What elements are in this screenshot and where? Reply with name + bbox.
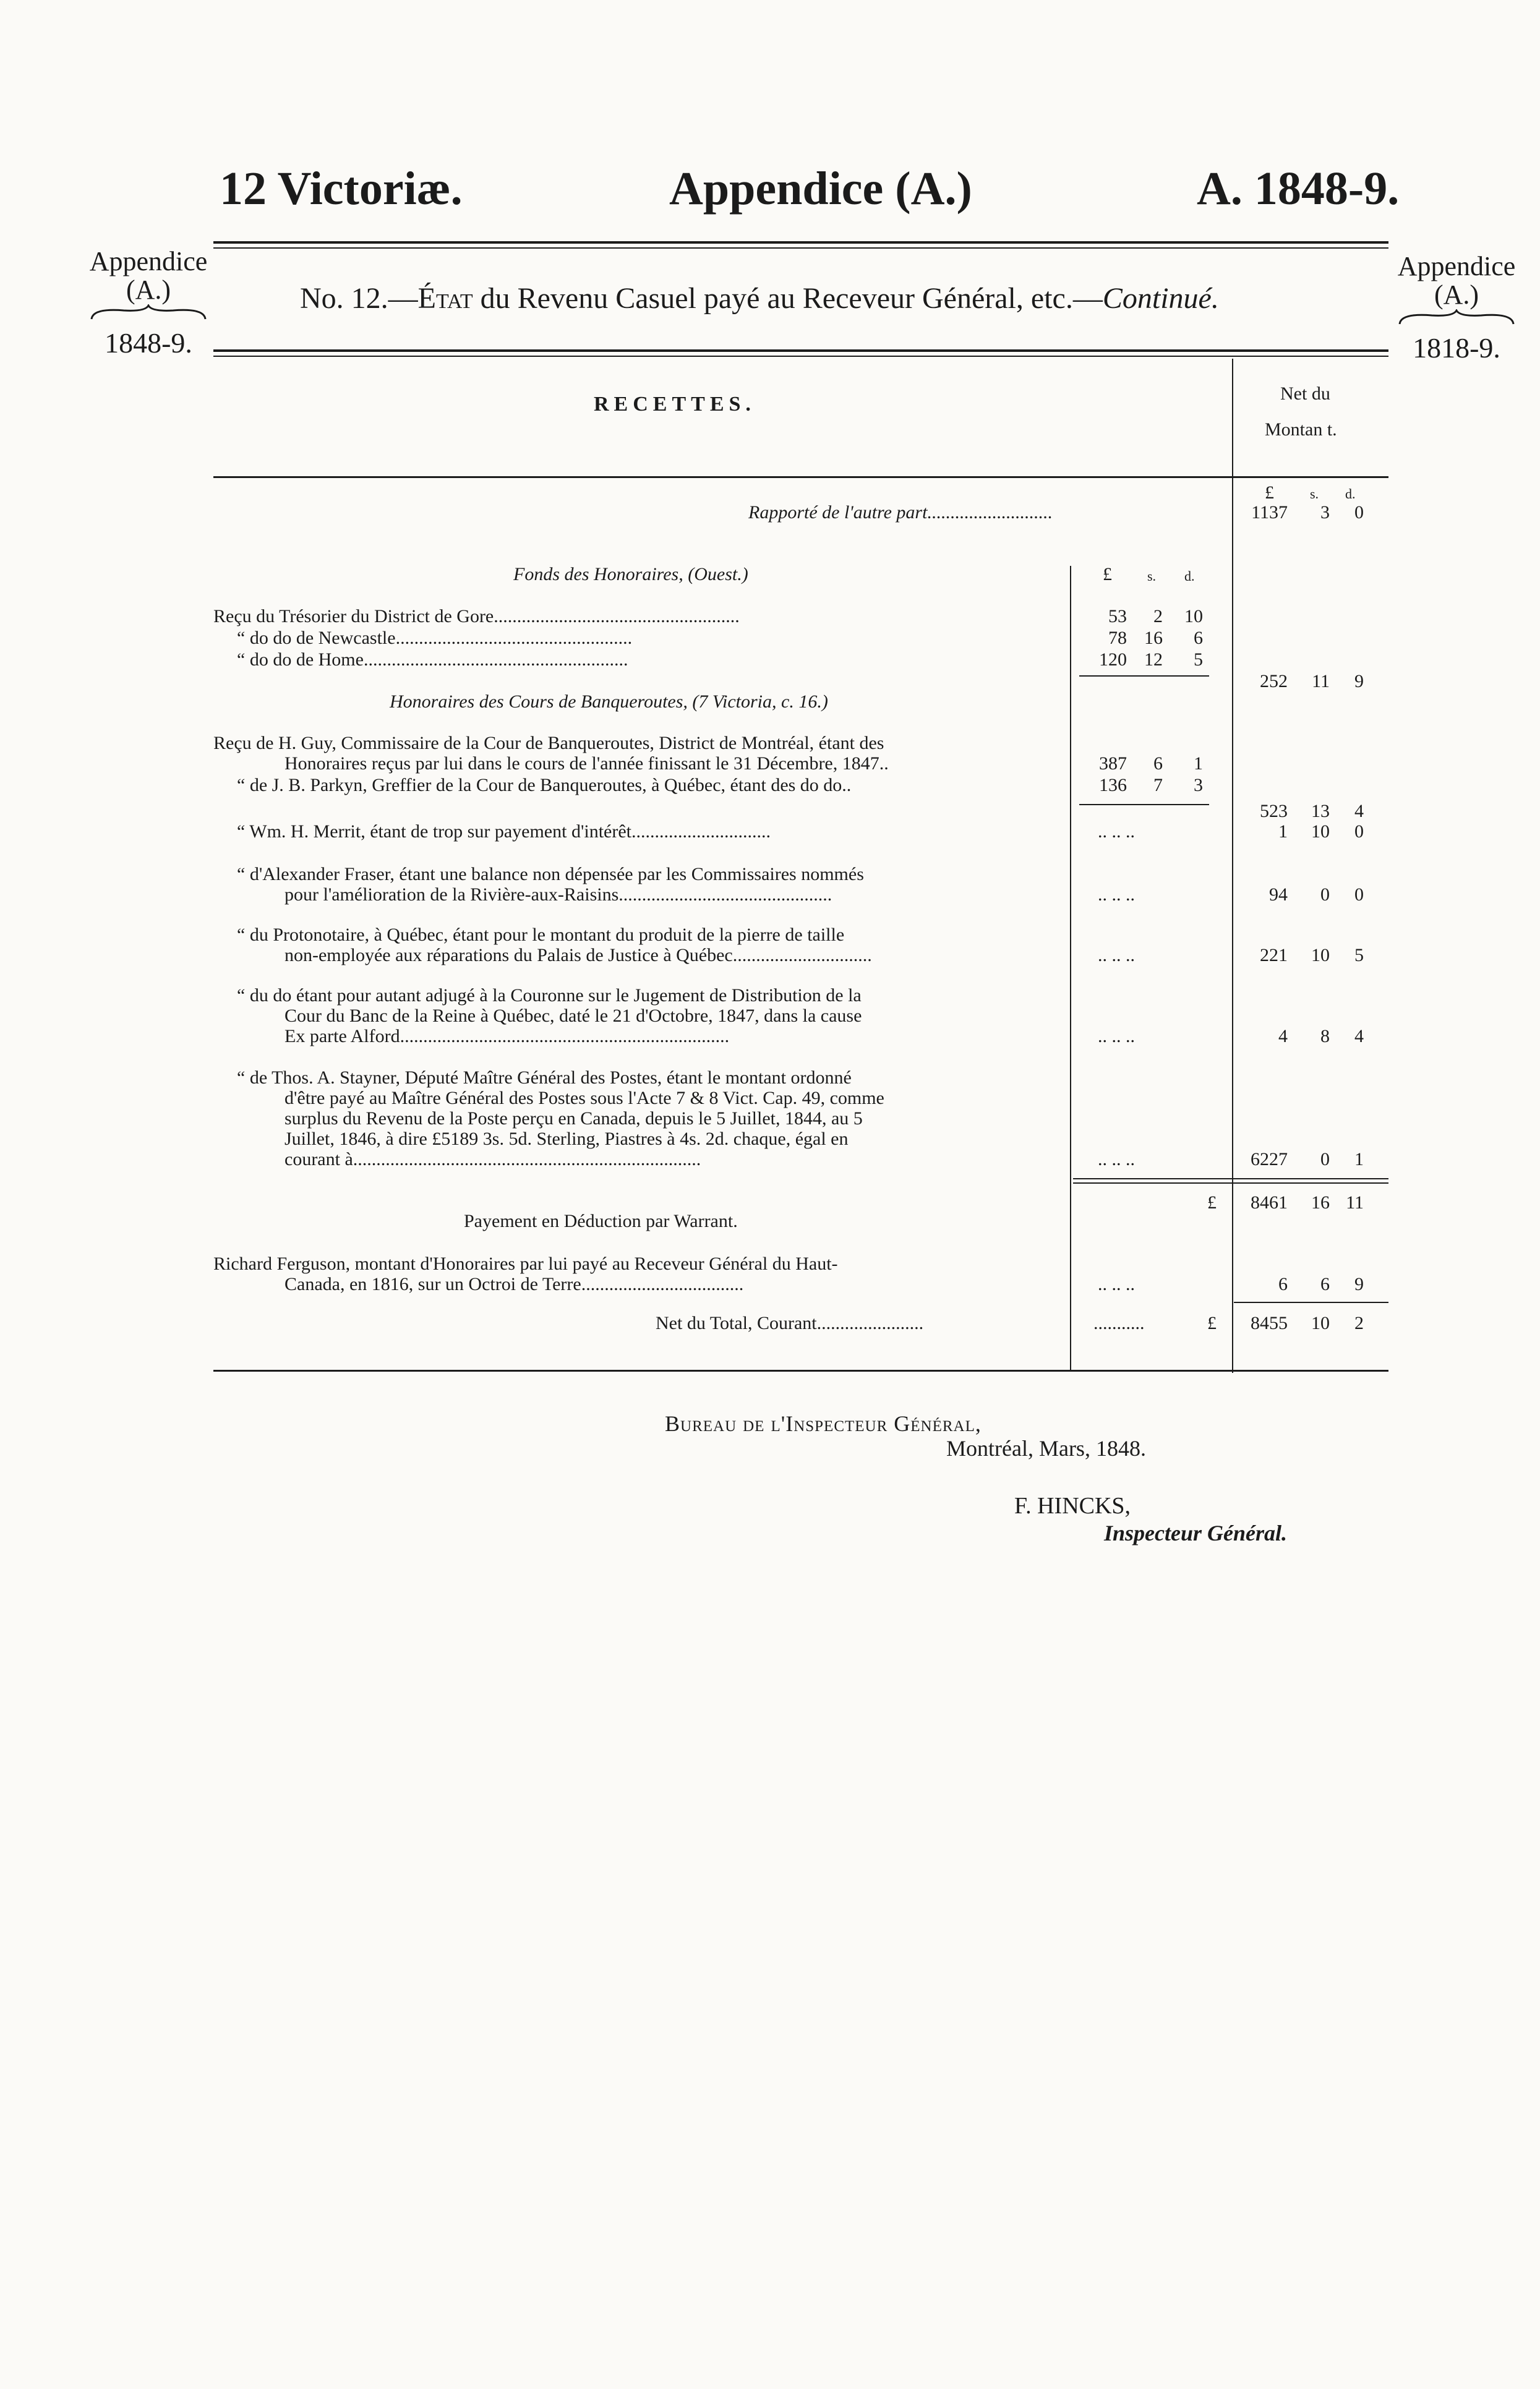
net-pounds: 8461 <box>1251 1192 1288 1213</box>
net-column-heading: Net du <box>1280 383 1330 404</box>
amount-dots: .. .. .. <box>1098 1149 1135 1169</box>
receipt-line: Reçu de H. Guy, Commissaire de la Cour de Banqueroutes, District de Montréal, étant des <box>213 733 884 753</box>
header-left: 12 Victoriæ. <box>220 163 463 215</box>
receipt-line: d'être payé au Maître Général des Postes sous l'Acte 7 & 8 Vict. Cap. 49, comme <box>284 1088 884 1108</box>
net-pounds: 252 <box>1260 671 1288 691</box>
net-pence: 0 <box>1354 502 1364 523</box>
pence-heading: d. <box>1184 568 1195 584</box>
amount-pounds: 53 <box>1108 606 1127 626</box>
rule <box>213 241 1388 244</box>
net-shillings: 10 <box>1311 1313 1330 1333</box>
subtotal-rule <box>1079 675 1209 677</box>
recettes-heading: RECETTES. <box>594 393 756 416</box>
receipt-line: “ do do de Newcastle................................................... <box>237 628 633 648</box>
amount-dots: .. .. .. <box>1098 1026 1135 1046</box>
amount-pounds: 78 <box>1108 628 1127 648</box>
net-pounds: 6 <box>1278 1274 1288 1294</box>
amount-pence: 6 <box>1194 628 1203 648</box>
margin-sub: (A.) <box>126 275 171 305</box>
total-currency-symbol: £ <box>1207 1192 1217 1213</box>
amount-pounds: 136 <box>1099 775 1127 795</box>
receipt-line: Juillet, 1846, à dire £5189 3s. 5d. Sterling, Piastres à 4s. 2d. chaque, égal en <box>284 1129 849 1149</box>
net-shillings: 13 <box>1311 801 1330 821</box>
receipt-line: non-employée aux réparations du Palais de Justice à Québec.............................. <box>284 945 872 965</box>
receipt-line: “ de Thos. A. Stayner, Député Maître Général des Postes, étant le montant ordonné <box>237 1067 852 1088</box>
receipt-line: “ du Protonotaire, à Québec, étant pour le montant du produit de la pierre de taille <box>237 925 845 945</box>
margin-note-right <box>1395 252 1518 362</box>
deduction-line: Richard Ferguson, montant d'Honoraires par lui payé au Receveur Général du Haut- <box>213 1254 838 1274</box>
pence-heading: d. <box>1345 486 1356 502</box>
amount-dots: .. .. .. <box>1098 821 1135 842</box>
rule <box>213 247 1388 249</box>
shilling-heading: s. <box>1310 486 1319 502</box>
net-pounds: 1 <box>1278 821 1288 842</box>
net-pence: 4 <box>1354 801 1364 821</box>
net-shillings: 0 <box>1320 884 1330 905</box>
header-right: A. 1848-9. <box>1197 163 1400 215</box>
net-shillings: 10 <box>1311 821 1330 842</box>
margin-year: 1818-9. <box>1413 332 1500 364</box>
subtotal-rule <box>1079 804 1209 805</box>
amount-shillings: 2 <box>1153 606 1163 626</box>
amount-pounds: 387 <box>1099 753 1127 774</box>
column-rule <box>1232 359 1233 1373</box>
receipt-line: “ d'Alexander Fraser, étant une balance non dépensée par les Commissaires nommés <box>237 864 864 884</box>
margin-sub: (A.) <box>1434 280 1479 310</box>
shilling-heading: s. <box>1147 568 1157 584</box>
net-pence: 9 <box>1354 671 1364 691</box>
net-pence: 1 <box>1354 1149 1364 1169</box>
document-title: No. 12.—État du Revenu Casuel payé au Receveur Général, etc.—Continué. <box>300 282 1219 315</box>
deduction-line: Canada, en 1816, sur un Octroi de Terre................................... <box>284 1274 744 1294</box>
receipt-line: surplus du Revenu de la Poste perçu en Canada, depuis le 5 Juillet, 1844, au 5 <box>284 1108 863 1129</box>
receipt-line: Cour du Banc de la Reine à Québec, daté le 21 d'Octobre, 1847, dans la cause <box>284 1006 862 1026</box>
net-shillings: 11 <box>1312 671 1330 691</box>
net-pounds: 221 <box>1260 945 1288 965</box>
section-heading: Payement en Déduction par Warrant. <box>464 1211 738 1231</box>
net-pounds: 8455 <box>1251 1313 1288 1333</box>
header-center: Appendice (A.) <box>669 163 972 215</box>
net-pence: 4 <box>1354 1026 1364 1046</box>
rule <box>213 476 1388 478</box>
section-heading: Honoraires des Cours de Banqueroutes, (7 Victoria, c. 16.) <box>390 691 828 712</box>
net-pence: 0 <box>1354 884 1364 905</box>
amount-shillings: 16 <box>1144 628 1163 648</box>
net-pounds: 4 <box>1278 1026 1288 1046</box>
pound-heading: £ <box>1265 482 1274 503</box>
net-pounds: 94 <box>1269 884 1288 905</box>
rule <box>213 356 1388 357</box>
rule <box>213 1370 1388 1372</box>
signatory-title: Inspecteur Général. <box>1104 1521 1287 1545</box>
receipt-line: pour l'amélioration de la Rivière-aux-Raisins.............................................. <box>284 884 832 905</box>
amount-dots: .. .. .. <box>1098 945 1135 965</box>
net-shillings: 16 <box>1311 1192 1330 1213</box>
net-shillings: 10 <box>1311 945 1330 965</box>
carried-forward-label: Rapporté de l'autre part........................... <box>748 502 1053 523</box>
amount-dots: .. .. .. <box>1098 884 1135 905</box>
margin-label: Appendice <box>89 246 208 276</box>
net-pence: 9 <box>1354 1274 1364 1294</box>
amount-pence: 10 <box>1184 606 1203 626</box>
net-shillings: 0 <box>1320 1149 1330 1169</box>
amount-shillings: 7 <box>1153 775 1163 795</box>
net-pounds: 1137 <box>1251 502 1288 523</box>
office-line: Bureau de l'Inspecteur Général, <box>665 1411 982 1436</box>
net-pence: 2 <box>1354 1313 1364 1333</box>
amount-shillings: 6 <box>1153 753 1163 774</box>
margin-label: Appendice <box>1397 251 1516 281</box>
net-total-label: Net du Total, Courant....................... <box>656 1313 924 1333</box>
amount-dots: ........... <box>1093 1313 1145 1333</box>
column-rule <box>1070 566 1071 1370</box>
total-rule <box>1073 1182 1388 1184</box>
margin-note-left <box>87 247 210 357</box>
brace-icon <box>1395 309 1518 325</box>
net-pence: 5 <box>1354 945 1364 965</box>
amount-dots: .. .. .. <box>1098 1274 1135 1294</box>
net-column-heading: Montan t. <box>1265 419 1337 440</box>
margin-year: 1848-9. <box>105 327 192 359</box>
receipt-line: “ du do étant pour autant adjugé à la Couronne sur le Jugement de Distribution de la <box>237 985 862 1006</box>
receipt-line: “ de J. B. Parkyn, Greffier de la Cour de Banqueroutes, à Québec, étant des do do.. <box>237 775 852 795</box>
total-rule <box>1234 1302 1388 1303</box>
brace-icon <box>87 304 210 320</box>
receipt-line: Honoraires reçus par lui dans le cours de l'année finissant le 31 Décembre, 1847.. <box>284 753 889 774</box>
place-date-line: Montréal, Mars, 1848. <box>946 1436 1146 1461</box>
receipt-line: “ do do de Home......................................................... <box>237 649 628 670</box>
net-pence: 11 <box>1346 1192 1364 1213</box>
receipt-line: courant à........................................................................... <box>284 1149 701 1169</box>
total-currency-symbol: £ <box>1207 1313 1217 1333</box>
amount-pence: 3 <box>1194 775 1203 795</box>
net-shillings: 3 <box>1320 502 1330 523</box>
amount-pounds: 120 <box>1099 649 1127 670</box>
pound-heading: £ <box>1103 564 1112 584</box>
amount-pence: 5 <box>1194 649 1203 670</box>
rule <box>213 349 1388 352</box>
amount-pence: 1 <box>1194 753 1203 774</box>
net-shillings: 8 <box>1320 1026 1330 1046</box>
signatory-name: F. HINCKS, <box>1014 1493 1131 1519</box>
receipt-line: Reçu du Trésorier du District de Gore..................................................... <box>213 606 740 626</box>
receipt-line: “ Wm. H. Merrit, étant de trop sur payement d'intérêt.............................. <box>237 821 771 842</box>
net-shillings: 6 <box>1320 1274 1330 1294</box>
total-rule <box>1073 1178 1388 1179</box>
net-pence: 0 <box>1354 821 1364 842</box>
receipt-line: Ex parte Alford....................................................................... <box>284 1026 730 1046</box>
net-pounds: 6227 <box>1251 1149 1288 1169</box>
net-pounds: 523 <box>1260 801 1288 821</box>
amount-shillings: 12 <box>1144 649 1163 670</box>
section-heading: Fonds des Honoraires, (Ouest.) <box>513 564 748 584</box>
